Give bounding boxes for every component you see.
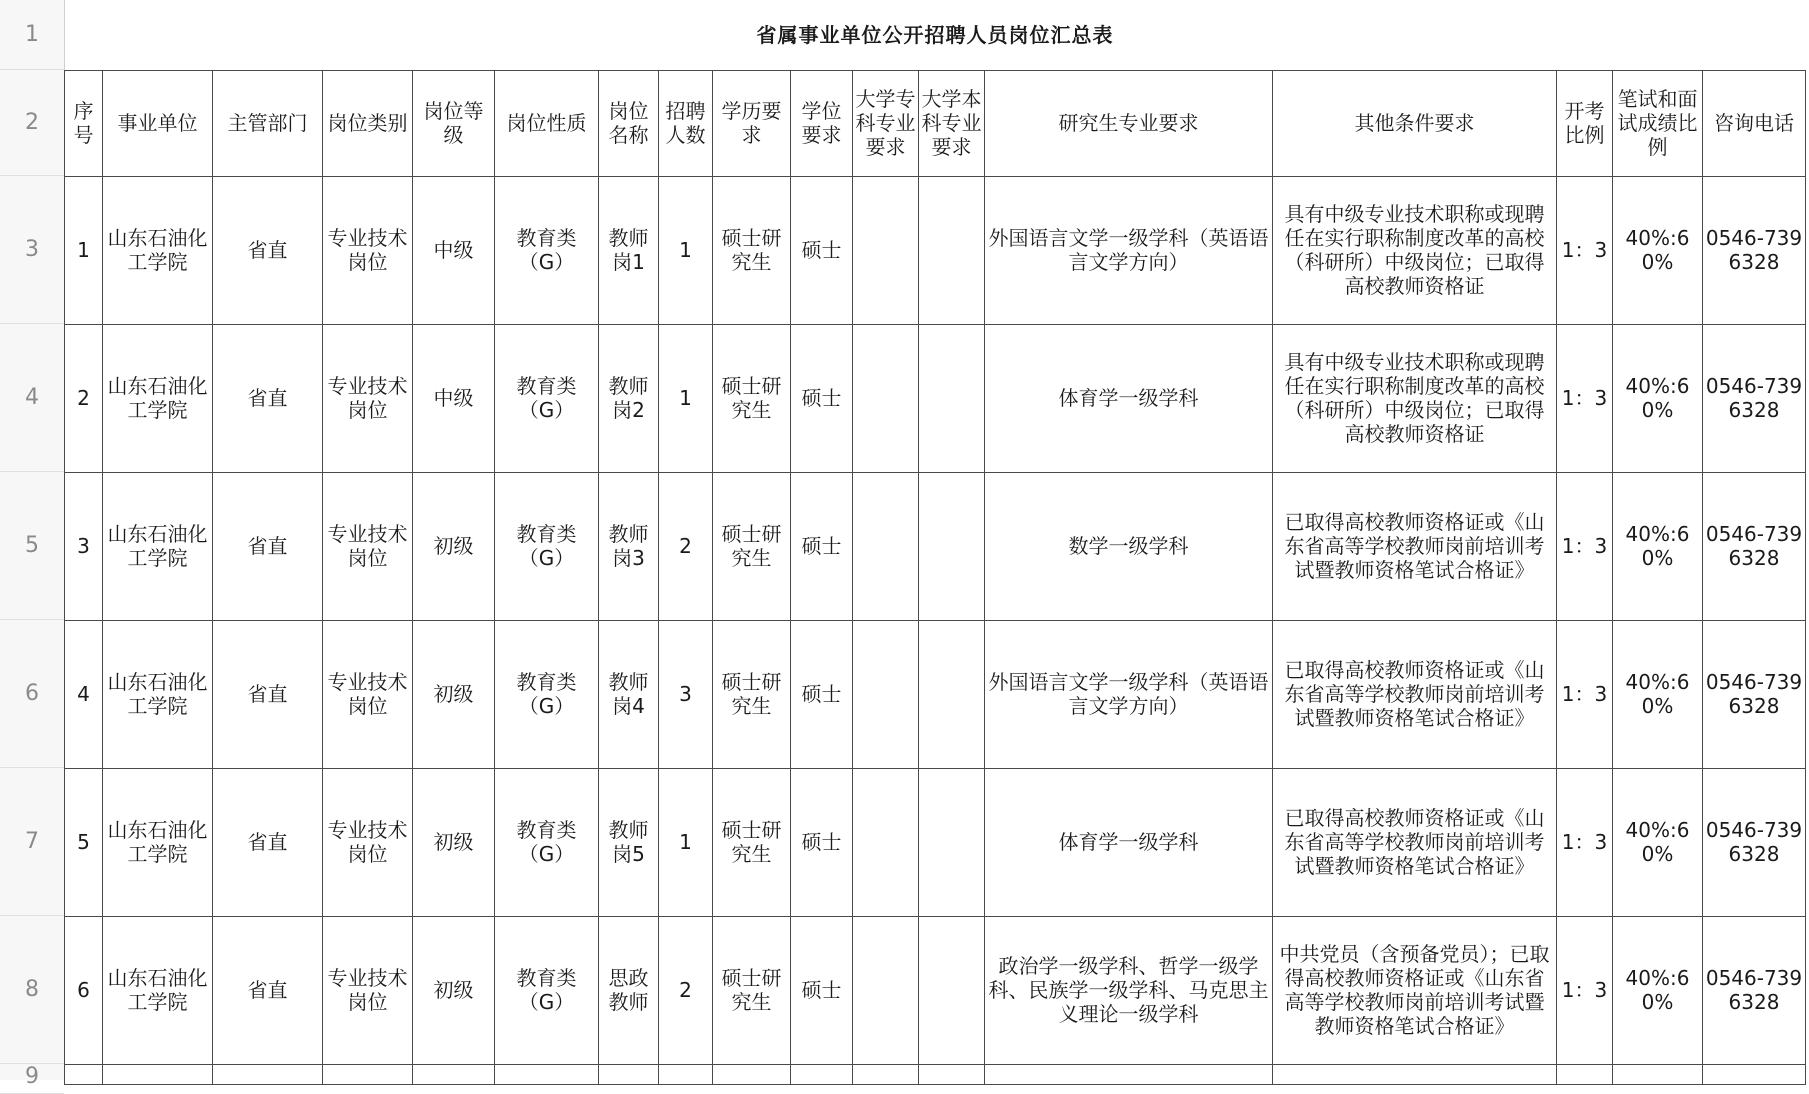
- cell-post[interactable]: 教师岗4: [599, 620, 659, 768]
- empty-cell[interactable]: [985, 1064, 1273, 1084]
- header-cell[interactable]: 岗位等级: [413, 70, 495, 176]
- header-cell[interactable]: 学位要求: [791, 70, 853, 176]
- cell-college[interactable]: [853, 472, 919, 620]
- cell-unit[interactable]: 山东石油化工学院: [103, 768, 213, 916]
- cell-degree[interactable]: 硕士: [791, 472, 853, 620]
- cell-score[interactable]: 40%:60%: [1613, 472, 1703, 620]
- cell-dept[interactable]: 省直: [213, 620, 323, 768]
- cell-college[interactable]: [853, 768, 919, 916]
- cell-degree[interactable]: 硕士: [791, 324, 853, 472]
- header-cell[interactable]: 岗位名称: [599, 70, 659, 176]
- cell-ratio[interactable]: 1：3: [1557, 324, 1613, 472]
- empty-cell[interactable]: [1703, 1064, 1806, 1084]
- cell-category[interactable]: 专业技术岗位: [323, 916, 413, 1064]
- table-row-empty: [65, 1064, 1806, 1084]
- cell-unit[interactable]: 山东石油化工学院: [103, 176, 213, 324]
- cell-degree[interactable]: 硕士: [791, 176, 853, 324]
- empty-cell[interactable]: [1273, 1064, 1557, 1084]
- cell-category[interactable]: 专业技术岗位: [323, 324, 413, 472]
- cell-ratio[interactable]: 1：3: [1557, 916, 1613, 1064]
- header-cell[interactable]: 开考比例: [1557, 70, 1613, 176]
- cell-ratio[interactable]: 1：3: [1557, 176, 1613, 324]
- cell-undergrad[interactable]: [919, 768, 985, 916]
- cell-grad[interactable]: 数学一级学科: [985, 472, 1273, 620]
- empty-cell[interactable]: [853, 1064, 919, 1084]
- cell-grad[interactable]: 体育学一级学科: [985, 324, 1273, 472]
- header-row: [65, 70, 1806, 176]
- cell-grad[interactable]: 政治学一级学科、哲学一级学科、民族学一级学科、马克思主义理论一级学科: [985, 916, 1273, 1064]
- header-cell[interactable]: 主管部门: [213, 70, 323, 176]
- header-cell[interactable]: 咨询电话: [1703, 70, 1806, 176]
- cell-post[interactable]: 教师岗3: [599, 472, 659, 620]
- cell-category[interactable]: 专业技术岗位: [323, 620, 413, 768]
- cell-unit[interactable]: 山东石油化工学院: [103, 916, 213, 1064]
- cell-category[interactable]: 专业技术岗位: [323, 768, 413, 916]
- cell-grad[interactable]: 外国语言文学一级学科（英语语言文学方向）: [985, 176, 1273, 324]
- empty-cell[interactable]: [495, 1064, 599, 1084]
- cell-degree[interactable]: 硕士: [791, 620, 853, 768]
- cell-nature[interactable]: 教育类（G）: [495, 176, 599, 324]
- job-table: [64, 0, 1806, 1085]
- cell-phone[interactable]: 0546-7396328: [1703, 176, 1806, 324]
- cell-count[interactable]: 1: [659, 176, 713, 324]
- table-row: [65, 916, 1806, 1064]
- cell-degree[interactable]: 硕士: [791, 916, 853, 1064]
- cell-edu[interactable]: 硕士研究生: [713, 324, 791, 472]
- empty-cell[interactable]: [213, 1064, 323, 1084]
- cell-undergrad[interactable]: [919, 472, 985, 620]
- cell-score[interactable]: 40%:60%: [1613, 916, 1703, 1064]
- header-cell[interactable]: 岗位类别: [323, 70, 413, 176]
- cell-score[interactable]: 40%:60%: [1613, 768, 1703, 916]
- cell-edu[interactable]: 硕士研究生: [713, 620, 791, 768]
- row-number[interactable]: 4: [0, 324, 64, 472]
- cell-phone[interactable]: 0546-7396328: [1703, 768, 1806, 916]
- cell-grad[interactable]: 外国语言文学一级学科（英语语言文学方向）: [985, 620, 1273, 768]
- row-number[interactable]: 1: [0, 0, 64, 70]
- cell-level[interactable]: 初级: [413, 916, 495, 1064]
- row-number[interactable]: 7: [0, 768, 64, 916]
- table-row: [65, 768, 1806, 916]
- header-cell[interactable]: 学历要求: [713, 70, 791, 176]
- table-row: [65, 620, 1806, 768]
- cell-dept[interactable]: 省直: [213, 472, 323, 620]
- cell-post[interactable]: 教师岗1: [599, 176, 659, 324]
- row-number[interactable]: 6: [0, 620, 64, 768]
- cell-level[interactable]: 中级: [413, 176, 495, 324]
- header-cell[interactable]: 招聘人数: [659, 70, 713, 176]
- cell-unit[interactable]: 山东石油化工学院: [103, 324, 213, 472]
- cell-nature[interactable]: 教育类（G）: [495, 620, 599, 768]
- cell-level[interactable]: 初级: [413, 768, 495, 916]
- cell-undergrad[interactable]: [919, 176, 985, 324]
- header-cell[interactable]: 岗位性质: [495, 70, 599, 176]
- cell-other[interactable]: 具有中级专业技术职称或现聘任在实行职称制度改革的高校（科研所）中级岗位；已取得高校教师资格证: [1273, 324, 1557, 472]
- cell-dept[interactable]: 省直: [213, 768, 323, 916]
- row-number[interactable]: 9: [0, 1064, 64, 1094]
- cell-count[interactable]: 2: [659, 916, 713, 1064]
- cell-edu[interactable]: 硕士研究生: [713, 176, 791, 324]
- cell-unit[interactable]: 山东石油化工学院: [103, 620, 213, 768]
- cell-count[interactable]: 3: [659, 620, 713, 768]
- row-number[interactable]: 3: [0, 176, 64, 324]
- cell-degree[interactable]: 硕士: [791, 768, 853, 916]
- empty-cell[interactable]: [323, 1064, 413, 1084]
- cell-grad[interactable]: 体育学一级学科: [985, 768, 1273, 916]
- empty-cell[interactable]: [919, 1064, 985, 1084]
- cell-seq[interactable]: 4: [65, 620, 103, 768]
- cell-score[interactable]: 40%:60%: [1613, 176, 1703, 324]
- header-cell[interactable]: 序号: [65, 70, 103, 176]
- cell-dept[interactable]: 省直: [213, 176, 323, 324]
- cell-level[interactable]: 初级: [413, 472, 495, 620]
- empty-cell[interactable]: [65, 1064, 103, 1084]
- row-number[interactable]: 5: [0, 472, 64, 620]
- header-cell[interactable]: 大学专科专业要求: [853, 70, 919, 176]
- cell-seq[interactable]: 5: [65, 768, 103, 916]
- cell-other[interactable]: 已取得高校教师资格证或《山东省高等学校教师岗前培训考试暨教师资格笔试合格证》: [1273, 768, 1557, 916]
- row-number-gutter: [0, 0, 65, 1089]
- cell-other[interactable]: 中共党员（含预备党员）；已取得高校教师资格证或《山东省高等学校教师岗前培训考试暨教师资格笔试合格证》: [1273, 916, 1557, 1064]
- header-cell[interactable]: 其他条件要求: [1273, 70, 1557, 176]
- cell-undergrad[interactable]: [919, 620, 985, 768]
- cell-score[interactable]: 40%:60%: [1613, 620, 1703, 768]
- cell-category[interactable]: 专业技术岗位: [323, 472, 413, 620]
- header-cell[interactable]: 研究生专业要求: [985, 70, 1273, 176]
- cell-category[interactable]: 专业技术岗位: [323, 176, 413, 324]
- cell-other[interactable]: 已取得高校教师资格证或《山东省高等学校教师岗前培训考试暨教师资格笔试合格证》: [1273, 620, 1557, 768]
- empty-cell[interactable]: [1613, 1064, 1703, 1084]
- empty-cell[interactable]: [791, 1064, 853, 1084]
- cell-nature[interactable]: 教育类（G）: [495, 768, 599, 916]
- cell-phone[interactable]: 0546-7396328: [1703, 324, 1806, 472]
- row-number[interactable]: 2: [0, 70, 64, 176]
- cell-ratio[interactable]: 1：3: [1557, 472, 1613, 620]
- cell-seq[interactable]: 3: [65, 472, 103, 620]
- cell-ratio[interactable]: 1：3: [1557, 768, 1613, 916]
- table-row: [65, 324, 1806, 472]
- table-row: [65, 472, 1806, 620]
- cell-college[interactable]: [853, 176, 919, 324]
- cell-nature[interactable]: 教育类（G）: [495, 916, 599, 1064]
- cell-college[interactable]: [853, 620, 919, 768]
- cell-count[interactable]: 1: [659, 768, 713, 916]
- cell-other[interactable]: 具有中级专业技术职称或现聘任在实行职称制度改革的高校（科研所）中级岗位；已取得高校教师资格证: [1273, 176, 1557, 324]
- header-cell[interactable]: 笔试和面试成绩比例: [1613, 70, 1703, 176]
- cell-nature[interactable]: 教育类（G）: [495, 324, 599, 472]
- header-cell[interactable]: 事业单位: [103, 70, 213, 176]
- cell-unit[interactable]: 山东石油化工学院: [103, 472, 213, 620]
- cell-post[interactable]: 思政教师: [599, 916, 659, 1064]
- cell-phone[interactable]: 0546-7396328: [1703, 620, 1806, 768]
- cell-score[interactable]: 40%:60%: [1613, 324, 1703, 472]
- row-number[interactable]: 8: [0, 916, 64, 1064]
- cell-level[interactable]: 初级: [413, 620, 495, 768]
- cell-edu[interactable]: 硕士研究生: [713, 768, 791, 916]
- empty-cell[interactable]: [713, 1064, 791, 1084]
- cell-phone[interactable]: 0546-7396328: [1703, 472, 1806, 620]
- cell-college[interactable]: [853, 916, 919, 1064]
- cell-post[interactable]: 教师岗2: [599, 324, 659, 472]
- cell-count[interactable]: 2: [659, 472, 713, 620]
- page-title[interactable]: 省属事业单位公开招聘人员岗位汇总表: [65, 0, 1806, 70]
- cell-other[interactable]: 已取得高校教师资格证或《山东省高等学校教师岗前培训考试暨教师资格笔试合格证》: [1273, 472, 1557, 620]
- empty-cell[interactable]: [413, 1064, 495, 1084]
- cell-edu[interactable]: 硕士研究生: [713, 472, 791, 620]
- empty-cell[interactable]: [659, 1064, 713, 1084]
- cell-dept[interactable]: 省直: [213, 324, 323, 472]
- cell-post[interactable]: 教师岗5: [599, 768, 659, 916]
- cell-dept[interactable]: 省直: [213, 916, 323, 1064]
- cell-seq[interactable]: 1: [65, 176, 103, 324]
- cell-ratio[interactable]: 1：3: [1557, 620, 1613, 768]
- empty-cell[interactable]: [103, 1064, 213, 1084]
- header-cell[interactable]: 大学本科专业要求: [919, 70, 985, 176]
- cell-undergrad[interactable]: [919, 324, 985, 472]
- empty-cell[interactable]: [1557, 1064, 1613, 1084]
- cell-college[interactable]: [853, 324, 919, 472]
- cell-nature[interactable]: 教育类（G）: [495, 472, 599, 620]
- cell-undergrad[interactable]: [919, 916, 985, 1064]
- cell-count[interactable]: 1: [659, 324, 713, 472]
- cell-edu[interactable]: 硕士研究生: [713, 916, 791, 1064]
- cell-seq[interactable]: 6: [65, 916, 103, 1064]
- cell-seq[interactable]: 2: [65, 324, 103, 472]
- cell-level[interactable]: 中级: [413, 324, 495, 472]
- cell-phone[interactable]: 0546-7396328: [1703, 916, 1806, 1064]
- empty-cell[interactable]: [599, 1064, 659, 1084]
- table-row: [65, 176, 1806, 324]
